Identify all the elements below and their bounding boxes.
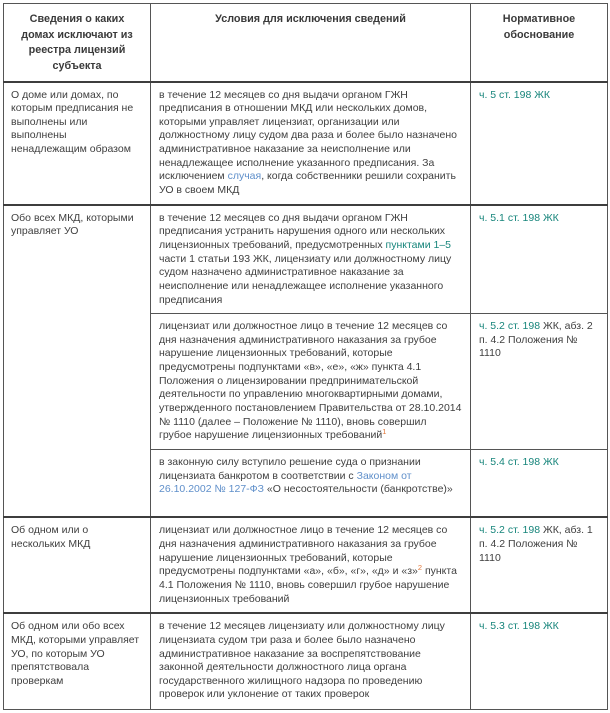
citation-link[interactable]: ч. 5.2 ст. 198 <box>479 524 541 537</box>
inline-link[interactable]: Законом от 26.10.2002 № 127-ФЗ <box>159 469 412 496</box>
scope-cell: О доме или домах, по которым предписания не выполнены или выполнены ненадлежащим образом <box>4 82 151 205</box>
text-segment: части 1 статьи 193 ЖК, лицензиату или должностному лицу судом назначено административное наказание за неисполнение или ненадлежащее исполнение указанного предписания <box>159 252 452 306</box>
condition-cell <box>151 613 471 709</box>
basis-cell <box>471 205 608 314</box>
table-row <box>4 205 608 314</box>
text-segment: лицензиат или должностное лицо в течение 12 месяцев со дня назначения административного наказания за грубое нарушение лицензионных требований, которые предусмотрены подпунктами «а», «б», «г», «д» и «з» <box>159 524 448 578</box>
text-segment: в течение 12 месяцев со дня выдачи органом ГЖН предписания в отношении МКД или нескольких домов, которыми управляет лицензиат, организации или должностному лицу судом два раза и более было назначено административное наказание за неисполнение или ненадлежащее исполнение указанного предписания. За исключением <box>159 88 458 183</box>
table-row <box>4 517 608 613</box>
basis-cell <box>471 613 608 709</box>
citation-link[interactable]: ч. 5.4 ст. 198 ЖК <box>479 455 559 468</box>
inline-link[interactable]: пунктами 1–5 <box>385 238 452 251</box>
footnote-marker: 1 <box>382 427 387 437</box>
inline-link[interactable]: случая <box>227 170 262 183</box>
text-segment: ЖК, абз. 2 п. 4.2 Положения № 1110 <box>479 320 593 360</box>
text-segment: ЖК, абз. 1 п. 4.2 Положения № 1110 <box>479 524 593 564</box>
table-row <box>4 613 608 709</box>
scope-cell: Обо всех МКД, которыми управляет УО <box>4 205 151 518</box>
condition-cell <box>151 82 471 205</box>
citation-link[interactable]: ч. 5.1 ст. 198 ЖК <box>479 211 559 224</box>
condition-cell <box>151 314 471 450</box>
column-header-basis: Нормативное обоснование <box>471 4 608 82</box>
citation-link[interactable]: ч. 5.3 ст. 198 ЖК <box>479 620 559 633</box>
basis-cell <box>471 517 608 613</box>
table-body <box>4 82 608 710</box>
condition-cell <box>151 517 471 613</box>
text-segment: пункта 4.1 Положения № 1110, вновь совершил грубое нарушение лицензионных требований <box>159 565 457 605</box>
column-header-conditions: Условия для исключения сведений <box>151 4 471 82</box>
basis-cell <box>471 314 608 450</box>
text-segment: в течение 12 месяцев со дня выдачи органом ГЖН предписания устранить нарушения одного или нескольких лицензионных требований, предусмотренных <box>159 211 446 251</box>
basis-cell <box>471 449 608 517</box>
scope-cell: Об одном или о нескольких МКД <box>4 517 151 613</box>
scope-cell: Об одном или обо всех МКД, которыми управляет УО, по которым УО препятствовала проверкам <box>4 613 151 709</box>
citation-link[interactable]: ч. 5.2 ст. 198 <box>479 320 541 333</box>
text-segment: , когда собственники решили сохранить УО в своем МКД <box>159 170 456 197</box>
text-segment: в законную силу вступило решение суда о признании лицензиата банкротом в соответствии с <box>159 455 421 482</box>
condition-cell <box>151 205 471 314</box>
column-header-scope: Сведения о каких домах исключают из реестра лицензий субъекта <box>4 4 151 82</box>
citation-link[interactable]: ч. 5 ст. 198 ЖК <box>479 88 551 101</box>
text-segment: в течение 12 месяцев лицензиату или должностному лицу лицензиата судом три раза и более было назначено административное наказание за воспрепятствование законной деятельности должностного лица органа государственного жилищного надзора по проведению проверок или уклонение от таких проверок <box>159 620 445 701</box>
table-header-row <box>4 4 608 82</box>
basis-cell <box>471 82 608 205</box>
footnote-marker: 2 <box>417 563 423 573</box>
condition-cell <box>151 449 471 517</box>
text-segment: лицензиат или должностное лицо в течение 12 месяцев со дня назначения административного наказания за грубое нарушение лицензионных требований, которые предусмотрены подпунктами «в», «е», «ж» пункта 4.1 Положения о лицензировании предпринимательской деятельности по управлению многоквартирными домами, утвержденного постановлением Правительства от 28.10.2014 № 1110 (далее – Положение № 1110), вновь совершил грубое нарушение лицензионных требований <box>159 320 462 442</box>
text-segment: «О несостоятельности (банкротстве)» <box>264 483 453 496</box>
license-exclusion-table <box>3 3 608 710</box>
table-row <box>4 82 608 205</box>
